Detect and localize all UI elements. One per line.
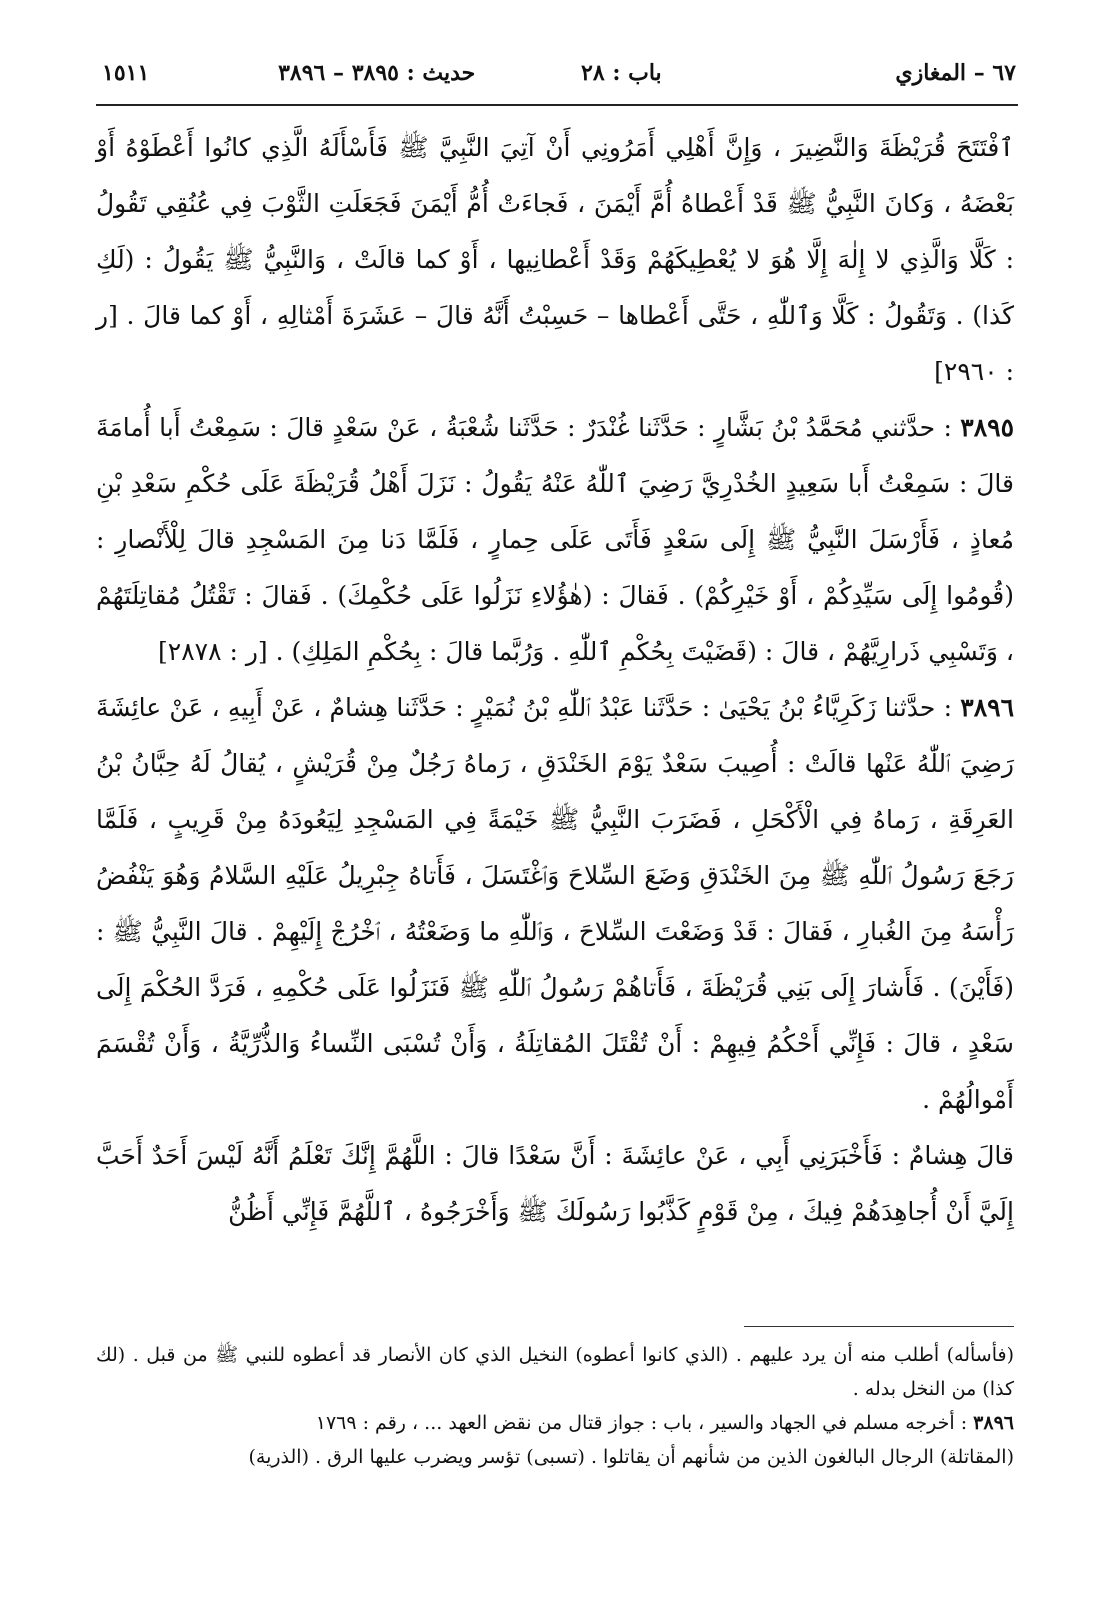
paragraph-hisham — [96, 1128, 1014, 1240]
running-header — [102, 50, 1016, 96]
page-number: ١٥١١ — [102, 60, 150, 86]
hadith-number: ٣٨٩٥ — [960, 413, 1014, 442]
footnote — [96, 1440, 1014, 1474]
footnote-number: ٣٨٩٦ — [973, 1412, 1014, 1434]
bab-number: باب : ٢٨ — [581, 60, 662, 86]
main-text — [96, 120, 1014, 1240]
footnote-text: (فأسأله) أطلب منه أن يرد عليهم . (الذي كانوا أعطوه) النخيل الذي كان الأنصار قد أعطوه للنبي ﷺ من قبل . (لك كذا) من النخل بدله . — [96, 1344, 1014, 1400]
footnote-text: (المقاتلة) الرجال البالغون الذين من شأنهم أن يقاتلوا . (تسبى) تؤسر ويضرب عليها الرق . (الذرية) — [248, 1446, 1014, 1468]
header-divider — [96, 104, 1018, 106]
hadith-3896 — [96, 680, 1014, 1128]
footnote-divider — [744, 1326, 1014, 1327]
footnote-text: : أخرجه مسلم في الجهاد والسير ، باب : جواز قتال من نقض العهد ... ، رقم : ١٧٦٩ — [315, 1412, 968, 1434]
footnote — [96, 1338, 1014, 1406]
paragraph-text: ٱفْتَتَحَ قُرَيْظَةَ وَالنَّضِيرَ ، وَإِنَّ أَهْلِي أَمَرُونِي أَنْ آتِيَ النَّبِيَّ ﷺ فَأَسْأَلَهُ الَّذِي كانُوا أَعْطَوْهُ أَوْ بَعْضَهُ ، وَكانَ النَّبِيُّ ﷺ قَدْ أَعْطاهُ أُمَّ أَيْمَنَ ، فَجاءَتْ أُمُّ أَيْمَنَ فَجَعَلَتِ الثَّوْبَ فِي عُنُقِي تَقُولُ : كَلَّا وَالَّذِي لا إِلٰهَ إِلَّا هُوَ لا يُعْطِيكَهُمْ وَقَدْ أَعْطانِيها ، أَوْ كما قالَتْ ، وَالنَّبِيُّ ﷺ يَقُولُ : (لَكِ كَذا) . وَتَقُولُ : كَلَّا وَٱللّٰهِ ، حَتَّى أَعْطاها – حَسِبْتُ أَنَّهُ قالَ – عَشَرَةَ أَمْثالِهِ ، أَوْ كما قالَ . [ر : ٢٩٦٠] — [96, 133, 1015, 386]
chapter-title: ٦٧ – المغازي — [895, 60, 1016, 86]
paragraph-continuation — [96, 120, 1014, 400]
footnotes — [96, 1338, 1014, 1474]
footnote — [96, 1406, 1014, 1440]
hadith-number: ٣٨٩٦ — [960, 693, 1014, 722]
hadith-3895 — [96, 400, 1014, 680]
paragraph-text: : حدَّثني مُحَمَّدُ بْنُ بَشَّارٍ : حَدَّثَنا غُنْدَرٌ : حَدَّثَنا شُعْبَةُ ، عَنْ سَعْدٍ قالَ : سَمِعْتُ أَبا أُمامَةَ قالَ : سَمِعْتُ أَبا سَعِيدٍ الخُدْرِيَّ رَضِيَ ٱللّٰهُ عَنْهُ يَقُولُ : نَزَلَ أَهْلُ قُرَيْظَةَ عَلَى حُكْمِ سَعْدِ بْنِ مُعاذٍ ، فَأَرْسَلَ النَّبِيُّ ﷺ إِلَى سَعْدٍ فَأَتَى عَلَى حِمارٍ ، فَلَمَّا دَنا مِنَ المَسْجِدِ قالَ لِلْأَنْصارِ : (قُومُوا إِلَى سَيِّدِكُمْ ، أَوْ خَيْرِكُمْ) . فَقالَ : (هٰؤُلاءِ نَزَلُوا عَلَى حُكْمِكَ) . فَقالَ : تَقْتُلُ مُقاتِلَتَهُمْ ، وَتَسْبِي ذَرارِيَّهُمْ ، قالَ : (قَضَيْتَ بِحُكْمِ ٱللّٰهِ . وَرُبَّما قالَ : بِحُكْمِ المَلِكِ) . [ر : ٢٨٧٨] — [96, 413, 1014, 666]
paragraph-text: : حدَّثنا زَكَرِيَّاءُ بْنُ يَحْيَىٰ : حَدَّثَنا عَبْدُ ٱللّٰهِ بْنُ نُمَيْرٍ : حَدَّثَنا هِشامٌ ، عَنْ أَبِيهِ ، عَنْ عائِشَةَ رَضِيَ ٱللّٰهُ عَنْها قالَتْ : أُصِيبَ سَعْدٌ يَوْمَ الخَنْدَقِ ، رَماهُ رَجُلٌ مِنْ قُرَيْشٍ ، يُقالُ لَهُ حِبَّانُ بْنُ العَرِقَةِ ، رَماهُ فِي الْأَكْحَلِ ، فَضَرَبَ النَّبِيُّ ﷺ خَيْمَةً فِي المَسْجِدِ لِيَعُودَهُ مِنْ قَرِيبٍ ، فَلَمَّا رَجَعَ رَسُولُ ٱللّٰهِ ﷺ مِنَ الخَنْدَقِ وَضَعَ السِّلاحَ وَٱغْتَسَلَ ، فَأَتاهُ جِبْرِيلُ عَلَيْهِ السَّلامُ وَهُوَ يَنْفُضُ رَأْسَهُ مِنَ الغُبارِ ، فَقالَ : قَدْ وَضَعْتَ السِّلاحَ ، وَٱللّٰهِ ما وَضَعْتُهُ ، ٱخْرُجْ إِلَيْهِمْ . قالَ النَّبِيُّ ﷺ : (فَأَيْنَ) . فَأَشارَ إِلَى بَنِي قُرَيْظَةَ ، فَأَتاهُمْ رَسُولُ ٱللّٰهِ ﷺ فَنَزَلُوا عَلَى حُكْمِهِ ، فَرَدَّ الحُكْمَ إِلَى سَعْدٍ ، قالَ : فَإِنِّي أَحْكُمُ فِيهِمْ : أَنْ تُقْتَلَ المُقاتِلَةُ ، وَأَنْ تُسْبَى النِّساءُ وَالذُّرِّيَّةُ ، وَأَنْ تُقْسَمَ أَمْوالُهُمْ . — [96, 693, 1014, 1114]
hadith-range: حديث : ٣٨٩٥ – ٣٨٩٦ — [278, 60, 476, 86]
paragraph-text: قالَ هِشامٌ : فَأَخْبَرَنِي أَبِي ، عَنْ عائِشَةَ : أَنَّ سَعْدًا قالَ : اللَّهُمَّ إِنَّكَ تَعْلَمُ أَنَّهُ لَيْسَ أَحَدٌ أَحَبَّ إِلَيَّ أَنْ أُجاهِدَهُمْ فِيكَ ، مِنْ قَوْمٍ كَذَّبُوا رَسُولَكَ ﷺ وَأَخْرَجُوهُ ، ٱللَّهُمَّ فَإِنِّي أَظُنُّ — [96, 1141, 1014, 1226]
